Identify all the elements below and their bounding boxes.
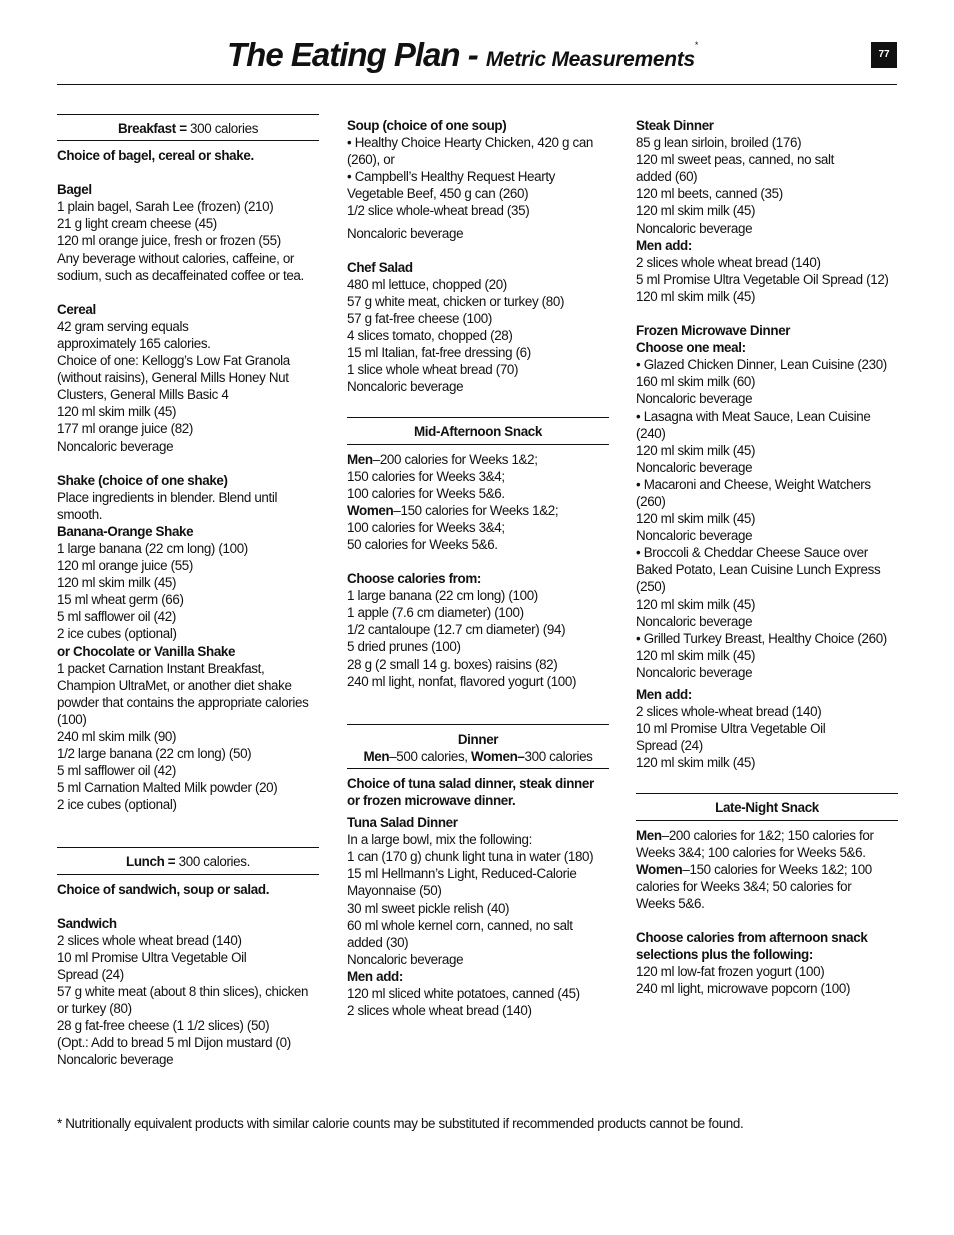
text-line: Noncaloric beverage bbox=[636, 664, 753, 680]
text-line: 57 g white meat, chicken or turkey (80) bbox=[347, 293, 565, 309]
text-line: 28 g (2 small 14 g. boxes) raisins (82) bbox=[347, 656, 558, 672]
text-line: 5 ml safflower oil (42) bbox=[57, 609, 176, 625]
text-line: 150 calories for Weeks 3&4; bbox=[347, 468, 505, 484]
text-line: 1 can (170 g) chunk light tuna in water (180) bbox=[347, 849, 594, 865]
text-line: • Broccoli & Cheddar Cheese Sauce over bbox=[636, 545, 868, 561]
text-line: 120 ml skim milk (45) bbox=[636, 596, 756, 612]
page-header bbox=[57, 28, 897, 85]
text-line: Baked Potato, Lean Cuisine Lunch Express bbox=[636, 562, 881, 578]
text-line: 120 ml low-fat frozen yogurt (100) bbox=[636, 964, 825, 980]
text-line: 2 slices whole wheat bread (140) bbox=[347, 1003, 532, 1019]
text-line: (250) bbox=[636, 579, 666, 595]
text-line: • Lasagna with Meat Sauce, Lean Cuisine bbox=[636, 408, 871, 424]
text-line: 240 ml skim milk (90) bbox=[57, 729, 177, 744]
text-line: Noncaloric beverage bbox=[636, 391, 753, 407]
text-line: 10 ml Promise Ultra Vegetable Oil bbox=[57, 949, 247, 965]
bagel-list bbox=[57, 198, 319, 283]
text-line: 480 ml lettuce, chopped (20) bbox=[347, 276, 507, 292]
column-dinner-late bbox=[636, 117, 898, 997]
text-line: Champion UltraMet, or another diet shake bbox=[57, 677, 292, 693]
text-line: 2 slices whole wheat bread (140) bbox=[57, 932, 242, 948]
steak-dinner-list bbox=[636, 134, 898, 237]
text-line: 85 g lean sirloin, broiled (176) bbox=[636, 135, 802, 151]
sandwich-list bbox=[57, 932, 319, 1069]
text-line: • Grilled Turkey Breast, Healthy Choice (260) bbox=[636, 630, 887, 646]
text-line: 120 ml beets, canned (35) bbox=[636, 186, 783, 202]
steak-men-add-list bbox=[636, 254, 898, 305]
text-line: 15 ml wheat germ (66) bbox=[57, 592, 184, 608]
cereal-list bbox=[57, 318, 319, 455]
late-snack-heading: Late-Night Snack bbox=[636, 793, 898, 820]
text-line: Vegetable Beef, 450 g can (260) bbox=[347, 186, 529, 202]
afternoon-women-more bbox=[347, 519, 609, 553]
text-line: Choice of tuna salad dinner, steak dinner bbox=[347, 775, 594, 791]
text-line: 1 slice whole wheat bread (70) bbox=[347, 362, 519, 378]
frozen-men-add-title: Men add: bbox=[636, 687, 692, 702]
text-line: (Opt.: Add to bread 5 ml Dijon mustard (0) bbox=[57, 1035, 291, 1051]
text-line: Noncaloric beverage bbox=[347, 379, 464, 395]
text-line: added (30) bbox=[347, 934, 409, 950]
bagel-title: Bagel bbox=[57, 182, 92, 198]
text-line: 5 ml Promise Ultra Vegetable Oil Spread (12) bbox=[636, 271, 889, 287]
text-line: (260), or bbox=[347, 152, 395, 168]
text-line: 50 calories for Weeks 5&6. bbox=[347, 536, 498, 552]
text-line: 120 ml skim milk (45) bbox=[57, 404, 177, 420]
afternoon-choose-list bbox=[347, 587, 609, 690]
text-line: Clusters, General Mills Basic 4 bbox=[57, 387, 229, 403]
dinner-choice bbox=[347, 775, 609, 809]
text-line: 120 ml skim milk (45) bbox=[636, 755, 756, 771]
afternoon-men: Men–200 calories for Weeks 1&2; bbox=[347, 451, 538, 467]
text-line: 57 g white meat (about 8 thin slices), chicken bbox=[57, 984, 309, 1000]
text-line: 120 ml orange juice (55) bbox=[57, 558, 194, 574]
text-line: 2 ice cubes (optional) bbox=[57, 626, 177, 642]
late-women-more bbox=[636, 878, 898, 912]
text-line: Noncaloric beverage bbox=[636, 220, 753, 236]
text-line: Weeks 5&6. bbox=[636, 895, 705, 911]
text-line: 100 calories for Weeks 3&4; bbox=[347, 519, 505, 535]
dinner-heading: Dinner Men–500 calories, Women–300 calories bbox=[347, 724, 609, 769]
text-line: 4 slices tomato, chopped (28) bbox=[347, 328, 513, 344]
text-line: 1/2 cantaloupe (12.7 cm diameter) (94) bbox=[347, 622, 566, 638]
banana-shake-list bbox=[57, 540, 319, 643]
column-soup-snack-dinner bbox=[347, 117, 609, 1019]
text-line: 1 packet Carnation Instant Breakfast, bbox=[57, 660, 265, 676]
late-choose bbox=[636, 929, 898, 963]
text-line: 30 ml sweet pickle relish (40) bbox=[347, 900, 510, 916]
afternoon-women: Women–150 calories for Weeks 1&2; bbox=[347, 502, 559, 518]
late-extra-list bbox=[636, 963, 898, 997]
text-line: (260) bbox=[636, 493, 666, 509]
text-line: Any beverage without calories, caffeine, or bbox=[57, 250, 295, 266]
text-line: 42 gram serving equals bbox=[57, 318, 189, 334]
text-line: 15 ml Hellmann’s Light, Reduced-Calorie bbox=[347, 866, 577, 882]
shake-title: Shake (choice of one shake) bbox=[57, 472, 228, 488]
afternoon-choose-title: Choose calories from: bbox=[347, 571, 482, 587]
text-line: 120 ml orange juice, fresh or frozen (55) bbox=[57, 233, 281, 249]
text-line: 5 ml Carnation Malted Milk powder (20) bbox=[57, 780, 278, 796]
text-line: • Macaroni and Cheese, Weight Watchers bbox=[636, 476, 871, 492]
text-line: • Healthy Choice Hearty Chicken, 420 g can bbox=[347, 135, 594, 151]
text-line: Noncaloric beverage bbox=[636, 459, 753, 475]
text-line: 240 ml light, nonfat, flavored yogurt (100) bbox=[347, 673, 577, 689]
steak-dinner-title: Steak Dinner bbox=[636, 118, 714, 133]
text-line: Noncaloric beverage bbox=[636, 528, 753, 544]
text-line: 120 ml sweet peas, canned, no salt bbox=[636, 152, 835, 168]
soup-title: Soup (choice of one soup) bbox=[347, 118, 507, 133]
text-line: selections plus the following: bbox=[636, 947, 813, 963]
frozen-dinner-list bbox=[636, 356, 898, 681]
text-line: (without raisins), General Mills Honey Nut bbox=[57, 370, 289, 386]
breakfast-choice: Choice of bagel, cereal or shake. bbox=[57, 148, 254, 164]
text-line: 2 ice cubes (optional) bbox=[57, 797, 177, 813]
soup-list bbox=[347, 134, 609, 219]
text-line: 28 g fat-free cheese (1 1/2 slices) (50) bbox=[57, 1018, 270, 1034]
text-line: smooth. bbox=[57, 506, 103, 522]
text-line: 120 ml skim milk (45) bbox=[636, 288, 756, 304]
text-line: 2 slices whole wheat bread (140) bbox=[636, 254, 821, 270]
frozen-men-add-list bbox=[636, 703, 898, 771]
text-line: 2 slices whole-wheat bread (140) bbox=[636, 704, 822, 720]
text-line: 1/2 large banana (22 cm long) (50) bbox=[57, 746, 252, 762]
text-line: Noncaloric beverage bbox=[347, 951, 464, 967]
tuna-men-add-list bbox=[347, 985, 609, 1019]
text-line: Spread (24) bbox=[57, 966, 124, 982]
soup-beverage: Noncaloric beverage bbox=[347, 225, 464, 241]
text-line: 120 ml skim milk (45) bbox=[57, 575, 177, 591]
page-number-badge: 77 bbox=[871, 42, 897, 68]
page-subtitle: Metric Measurements bbox=[485, 48, 695, 71]
text-line: • Glazed Chicken Dinner, Lean Cuisine (230) bbox=[636, 357, 887, 373]
text-line: 15 ml Italian, fat-free dressing (6) bbox=[347, 345, 531, 361]
chef-salad-title: Chef Salad bbox=[347, 259, 413, 275]
tuna-dinner-title: Tuna Salad Dinner bbox=[347, 815, 458, 831]
text-line: Choose calories from afternoon snack bbox=[636, 930, 868, 946]
text-line: powder that contains the appropriate calories bbox=[57, 694, 309, 710]
chocolate-shake-list bbox=[57, 660, 319, 814]
text-line: 5 ml safflower oil (42) bbox=[57, 763, 176, 779]
text-line: Weeks 3&4; 100 calories for Weeks 5&6. bbox=[636, 844, 866, 860]
text-line: (240) bbox=[636, 425, 666, 441]
text-line: 60 ml whole kernel corn, canned, no salt bbox=[347, 917, 573, 933]
text-line: 120 ml skim milk (45) bbox=[636, 442, 756, 458]
chef-salad-list bbox=[347, 276, 609, 396]
lunch-heading: Lunch = 300 calories. bbox=[57, 847, 319, 874]
footnote: * Nutritionally equivalent products with similar calorie counts may be substituted if recommended products cannot be found. bbox=[57, 1116, 744, 1131]
text-line: 100 calories for Weeks 5&6. bbox=[347, 485, 505, 501]
text-line: Place ingredients in blender. Blend until bbox=[57, 489, 278, 505]
dinner-calories: Men–500 calories, Women–300 calories bbox=[363, 748, 593, 764]
text-line: 5 dried prunes (100) bbox=[347, 639, 461, 655]
text-line: 1 plain bagel, Sarah Lee (frozen) (210) bbox=[57, 199, 274, 215]
text-line: • Campbell’s Healthy Request Hearty bbox=[347, 169, 556, 185]
title-asterisk: * bbox=[694, 40, 698, 50]
text-line: added (60) bbox=[636, 169, 698, 185]
page-title: The Eating Plan - Metric Measurements* bbox=[227, 36, 698, 73]
text-line: calories for Weeks 3&4; 50 calories for bbox=[636, 878, 852, 894]
text-line: Noncaloric beverage bbox=[57, 1052, 174, 1068]
text-line: 10 ml Promise Ultra Vegetable Oil bbox=[636, 721, 826, 737]
chocolate-shake-title: or Chocolate or Vanilla Shake bbox=[57, 643, 236, 659]
text-line: 1 large banana (22 cm long) (100) bbox=[347, 588, 538, 604]
tuna-dinner-list bbox=[347, 831, 609, 968]
text-line: Spread (24) bbox=[636, 738, 703, 754]
text-line: 1 large banana (22 cm long) (100) bbox=[57, 540, 248, 556]
late-men: Men–200 calories for 1&2; 150 calories for bbox=[636, 827, 874, 843]
late-men-more bbox=[636, 844, 898, 861]
text-line: 120 ml sliced white potatoes, canned (45) bbox=[347, 986, 580, 1002]
afternoon-snack-heading: Mid-Afternoon Snack bbox=[347, 417, 609, 444]
text-line: sodium, such as decaffeinated coffee or tea. bbox=[57, 267, 304, 283]
text-line: 57 g fat-free cheese (100) bbox=[347, 310, 492, 326]
lunch-choice: Choice of sandwich, soup or salad. bbox=[57, 881, 270, 897]
steak-men-add-title: Men add: bbox=[636, 237, 692, 253]
late-women: Women–150 calories for Weeks 1&2; 100 bbox=[636, 861, 872, 877]
tuna-men-add-title: Men add: bbox=[347, 968, 403, 984]
text-line: or turkey (80) bbox=[57, 1001, 132, 1017]
text-line: 1 apple (7.6 cm diameter) (100) bbox=[347, 605, 524, 621]
text-line: 120 ml skim milk (45) bbox=[636, 203, 756, 219]
text-line: (100) bbox=[57, 711, 87, 727]
text-line: approximately 165 calories. bbox=[57, 335, 211, 351]
text-line: 160 ml skim milk (60) bbox=[636, 374, 756, 390]
text-line: Noncaloric beverage bbox=[636, 613, 753, 629]
banana-shake-title: Banana-Orange Shake bbox=[57, 523, 194, 539]
column-breakfast-lunch bbox=[57, 114, 319, 1069]
afternoon-men-more bbox=[347, 468, 609, 502]
text-line: 21 g light cream cheese (45) bbox=[57, 216, 217, 232]
text-line: Noncaloric beverage bbox=[57, 438, 174, 454]
breakfast-heading: Breakfast = 300 calories bbox=[57, 114, 319, 141]
shake-intro bbox=[57, 489, 319, 523]
frozen-dinner-sub: Choose one meal: bbox=[636, 340, 746, 356]
text-line: 177 ml orange juice (82) bbox=[57, 421, 194, 437]
text-line: Choice of one: Kellogg’s Low Fat Granola bbox=[57, 353, 290, 369]
text-line: 240 ml light, microwave popcorn (100) bbox=[636, 981, 851, 997]
text-line: Mayonnaise (50) bbox=[347, 883, 442, 899]
frozen-dinner-title: Frozen Microwave Dinner bbox=[636, 323, 791, 339]
sandwich-title: Sandwich bbox=[57, 915, 117, 931]
text-line: In a large bowl, mix the following: bbox=[347, 832, 532, 848]
text-line: or frozen microwave dinner. bbox=[347, 793, 516, 808]
text-line: 120 ml skim milk (45) bbox=[636, 647, 756, 663]
cereal-title: Cereal bbox=[57, 301, 96, 317]
text-line: 1/2 slice whole-wheat bread (35) bbox=[347, 203, 530, 219]
text-line: 120 ml skim milk (45) bbox=[636, 511, 756, 527]
